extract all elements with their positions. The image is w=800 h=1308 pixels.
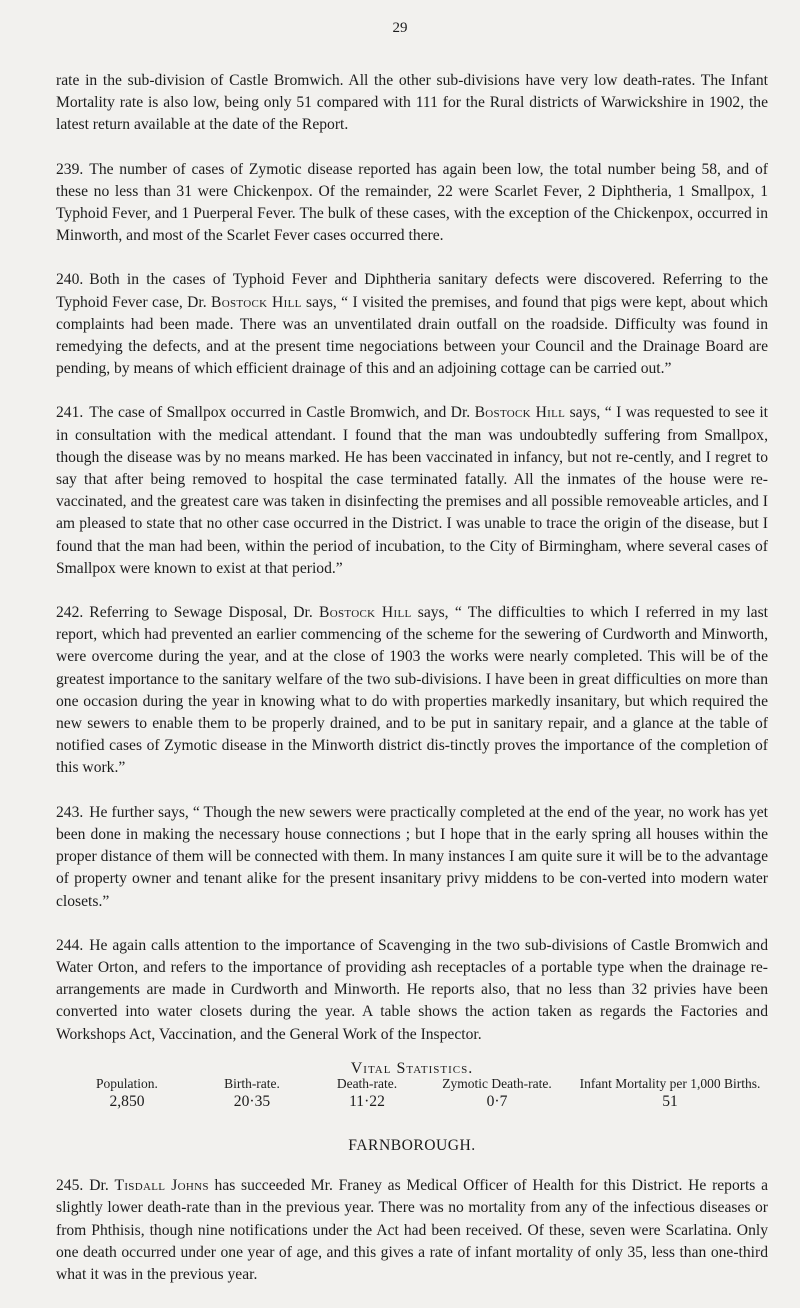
- paragraph-number: 243.: [56, 803, 84, 821]
- stats-header-population: Population.: [96, 1075, 158, 1091]
- numbered-paragraphs: [56, 159, 768, 1046]
- paragraph-244: [56, 935, 768, 1046]
- stats-value-infant-mortality: 51: [662, 1092, 678, 1110]
- paragraph-text: has succeeded Mr. Franey as Medical Officer of Health for this District. He reports a slightly lower death-rate than in the previous year. There was no mortality from any of the infectious diseases or from Phthisis, though nine notifications under the Act had been received. Of these, seven were Scarlatina. Only one death occurred under one year of age, and this gives a rate of infant mortality of only 35, less than one-third what it was in the previous year.: [56, 1177, 769, 1283]
- person-name: Bostock Hill: [474, 404, 566, 422]
- stats-value-population: 2,850: [109, 1092, 145, 1110]
- paragraph-text: The number of cases of Zymotic disease reported has again been low, the total number being 58, and of these no less than 31 were Chickenpox. Of the remainder, 22 were Scarlet Fever, 2 Diphtheria, 1 Smallpox, 1 Typhoid Fever, and 1 Puerperal Fever. The bulk of these cases, with the exception of the Chickenpox, occurred in Minworth, and most of the Scarlet Fever cases occurred there.: [56, 160, 768, 245]
- vital-statistics-table: [62, 1076, 768, 1109]
- stats-value-death-rate: 11·22: [349, 1092, 385, 1110]
- person-name: Bostock Hill: [319, 604, 412, 622]
- paragraph-text: He again calls attention to the importance of Scavenging in the two sub-divisions of Castle Bromwich and Water Orton, and refers to the importance of providing ash receptacles of a portable type when the drainage re-arrangements are made in Curdworth and Minworth. He reports also, that no less than 32 privies have been converted into water closets during the year. A table shows the action taken as regards the Factories and Workshops Act, Vaccination, and the General Work of the Inspector.: [56, 936, 768, 1043]
- paragraph-number: 239.: [56, 160, 84, 178]
- paragraph-text: Referring to Sewage Disposal, Dr.: [89, 604, 320, 622]
- section-heading: FARNBOROUGH.: [348, 1136, 476, 1154]
- vital-statistics-title: Vital Statistics.: [350, 1059, 474, 1077]
- paragraph-number: 244.: [56, 936, 84, 954]
- paragraph-241: [56, 402, 768, 580]
- stats-value-zymotic-death-rate: 0·7: [486, 1092, 508, 1110]
- paragraph-239: [56, 159, 768, 248]
- paragraph-240: [56, 269, 768, 380]
- paragraph-text: He further says, “ Though the new sewers were practically completed at the end of the year, no work has yet been done in making the necessary house connections ; but I hope that in the early spring all houses within the proper distance of them will be connected with them. In many instances I am quite sure it will be to the advantage of property owner and tenant alike for the present insanitary privy middens to be con-verted into modern water closets.”: [56, 803, 768, 910]
- document-body: [56, 70, 768, 1308]
- paragraph-number: 242.: [56, 604, 84, 622]
- paragraph-245: [56, 1175, 768, 1286]
- intro-paragraph: rate in the sub-division of Castle Bromwich. All the other sub-divisions have very low death-rates. The Infant Mortality rate is also low, being only 51 compared with 111 for the Rural districts of Warwickshire in 1902, the latest return available at the date of the Report.: [56, 72, 768, 134]
- paragraph-number: 240.: [56, 271, 84, 289]
- paragraph-text: Both in the cases of Typhoid Fever and Diphtheria sanitary defects were discovered. Referring to the Typhoid Fever case, Dr.: [56, 271, 768, 311]
- paragraph-text: says, “ I was requested to see it in consultation with the medical attendant. I found that the man was undoubtedly suffering from Smallpox, though the disease was by no means marked. He has been vaccinated in infancy, but not re-cently, and I regret to say that after being removed to hospital the case terminated fatally. All the inmates of the house were re-vaccinated, and the greatest care was taken in disinfecting the premises and all possible removeable articles, and I am pleased to state that no other case occurred in the District. I was unable to trace the origin of the disease, but I found that the man had been, within the period of incubation, to the City of Birmingham, where several cases of Smallpox were known to exist at that period.”: [56, 404, 768, 577]
- paragraph-243: [56, 802, 768, 913]
- stats-header-birth-rate: Birth-rate.: [224, 1075, 280, 1091]
- person-name: Bostock Hill: [211, 293, 302, 311]
- paragraph-number: 241.: [56, 404, 84, 422]
- stats-value-birth-rate: 20·35: [233, 1092, 271, 1110]
- page-number: 29: [392, 20, 408, 36]
- stats-header-zymotic-death-rate: Zymotic Death-rate.: [442, 1075, 552, 1091]
- paragraph-text: says, “ I visited the premises, and found that pigs were kept, about which complaints had been made. There was an unventilated drain outfall on the roadside. Difficulty was found in remedying the defects, and at the present time negociations between your Council and the Drainage Board are pending, by means of which efficient drainage of this and an adjoining cottage can be carried out.”: [56, 293, 768, 378]
- paragraph-242: [56, 602, 768, 780]
- paragraph-number: 245.: [56, 1177, 84, 1195]
- stats-header-death-rate: Death-rate.: [336, 1075, 398, 1091]
- paragraph-text: The case of Smallpox occurred in Castle Bromwich, and Dr.: [89, 404, 475, 422]
- stats-header-infant-mortality: Infant Mortality per 1,000 Births.: [579, 1075, 761, 1091]
- paragraph-text: Dr.: [89, 1177, 115, 1195]
- person-name: Tisdall Johns: [114, 1177, 209, 1195]
- paragraph-text: says, “ The difficulties to which I referred in my last report, which had prevented an earlier commencing of the scheme for the sewering of Curdworth and Minworth, were overcome during the year, and at the close of 1903 the works were nearly completed. This will be of the greatest importance to the sanitary welfare of the two sub-divisions. I have been in great difficulties on more than one occasion during the year in knowing what to do with properties markedly insanitary, but which required the new sewers to enable them to be properly drained, and to be put in sanitary repair, and a glance at the table of notified cases of Zymotic disease in the Minworth district dis-tinctly proves the importance of the completion of this work.”: [56, 604, 768, 777]
